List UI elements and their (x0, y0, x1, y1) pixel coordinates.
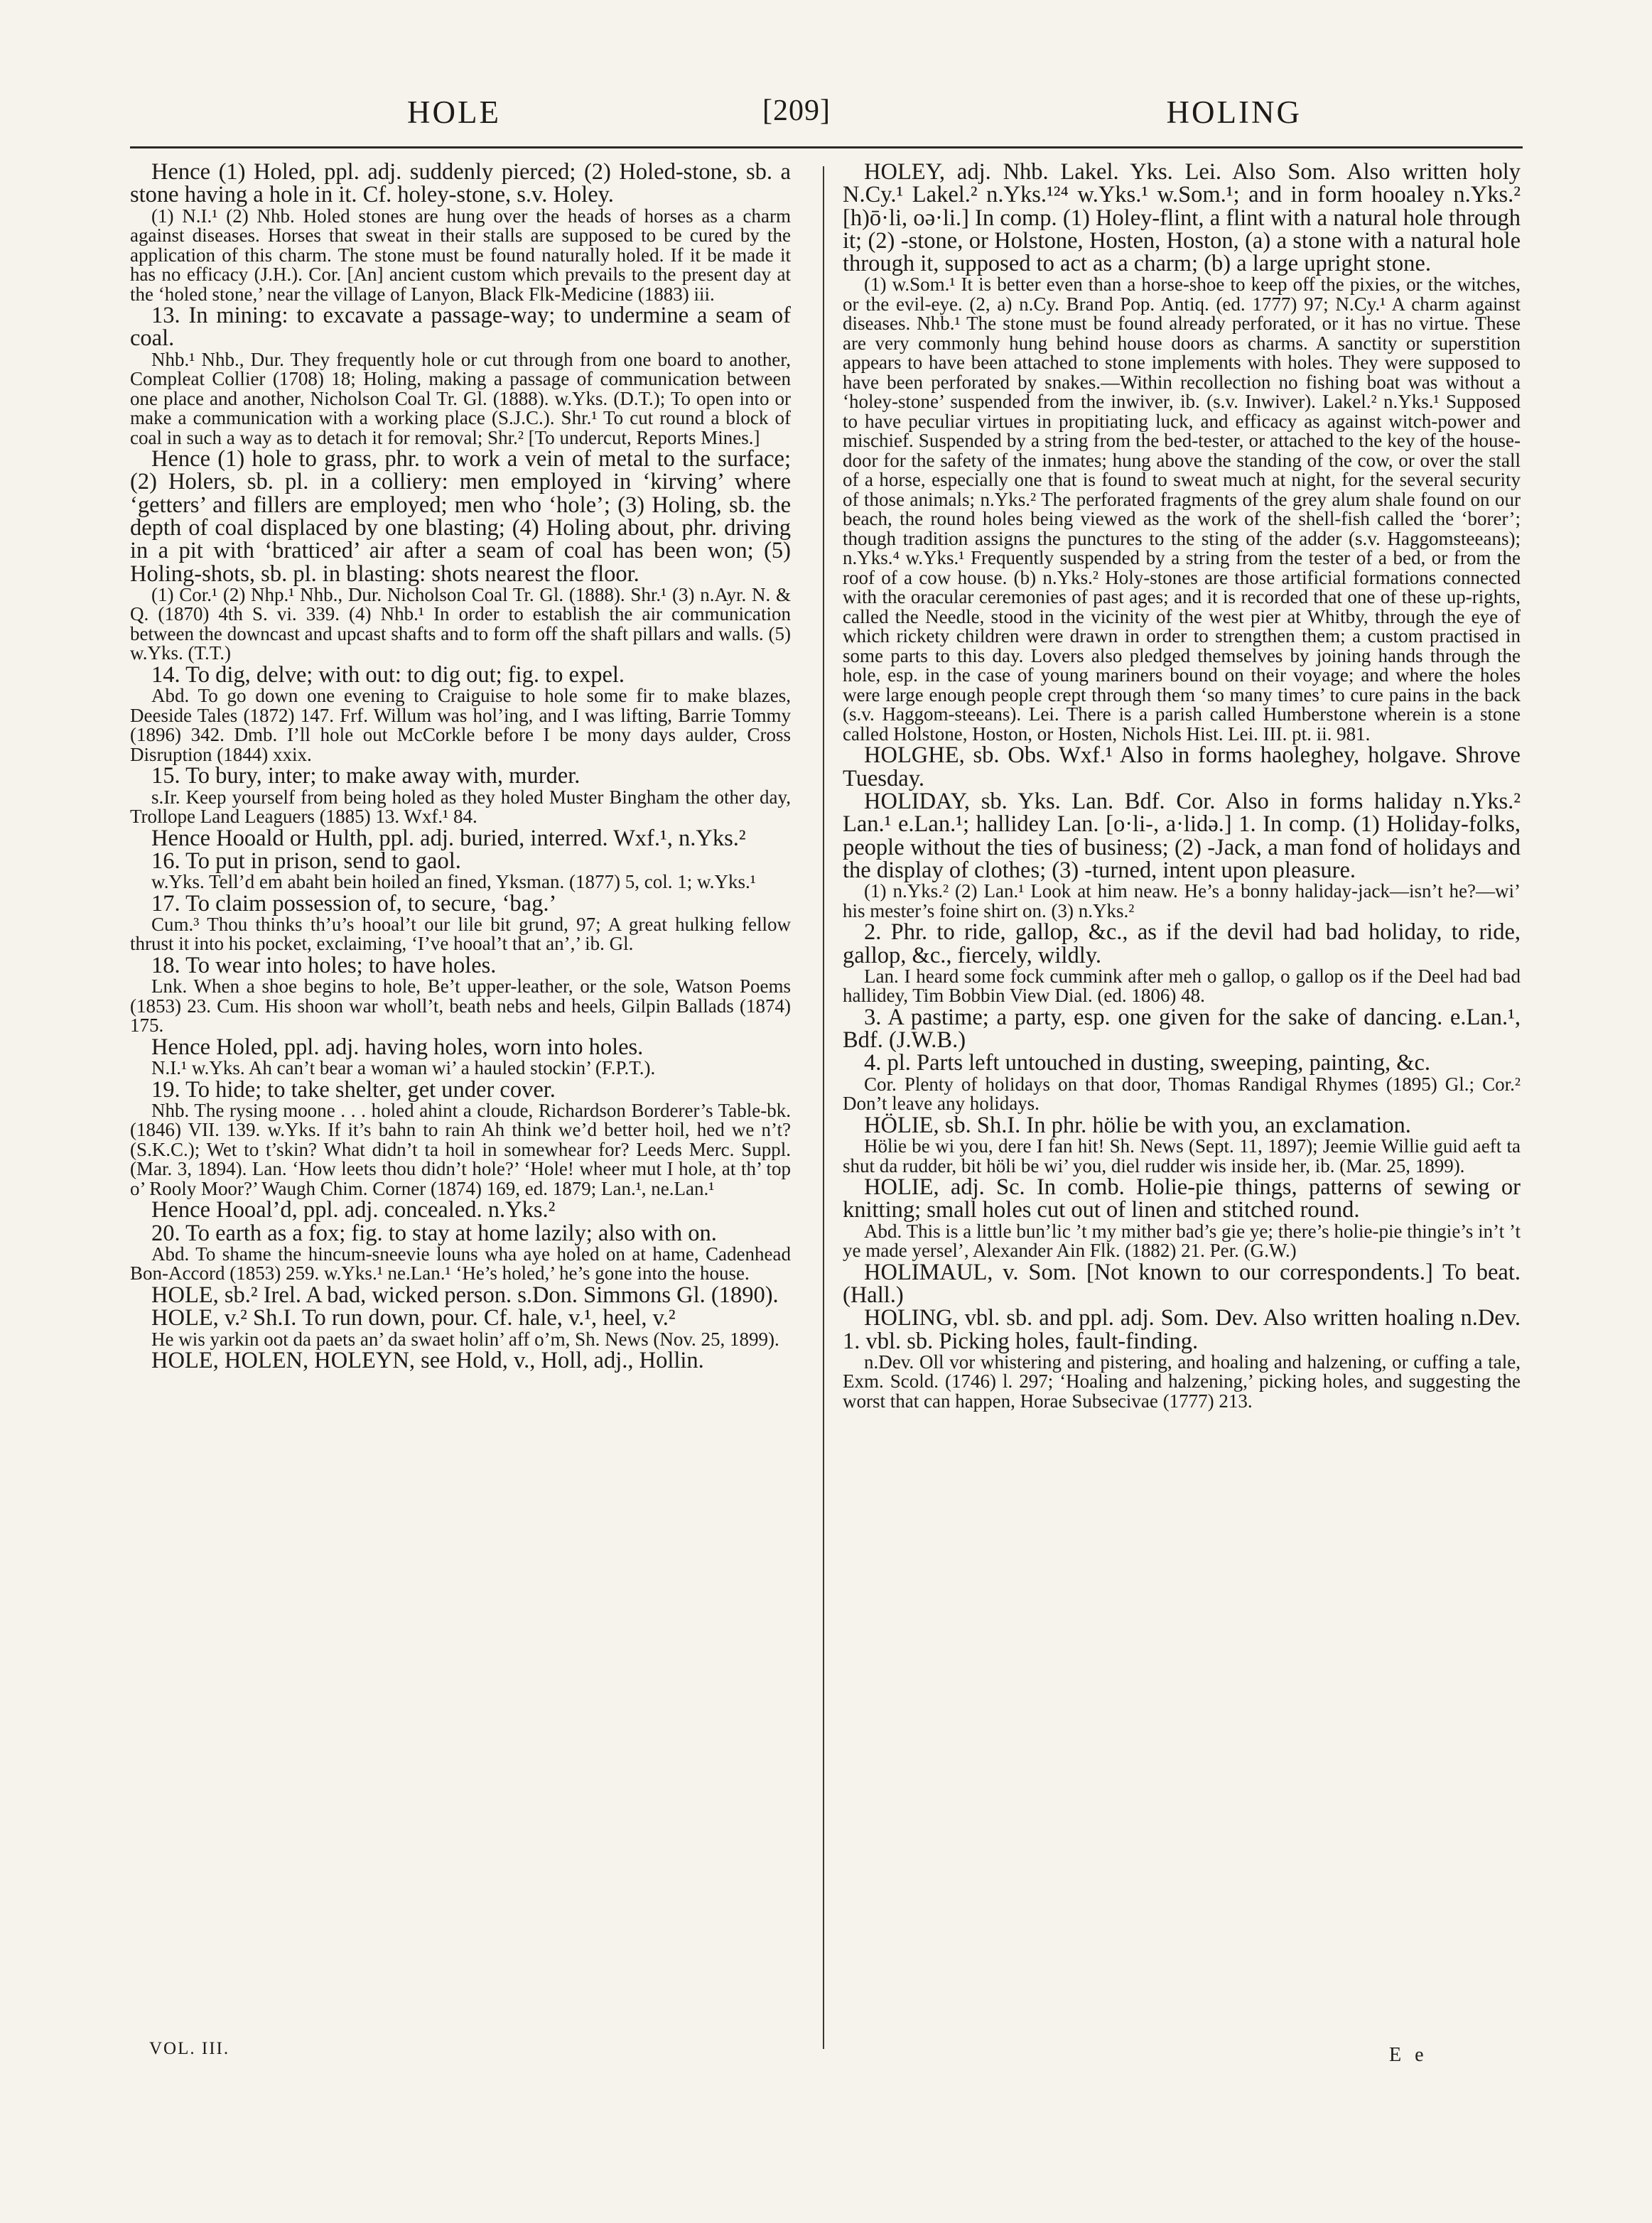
entry-paragraph: HOLE, sb.² Irel. A bad, wicked person. s.Don. Simmons Gl. (1890). (151, 1282, 779, 1308)
citation-block: (1) N.I.¹ (2) Nhb. Holed stones are hung over the heads of horses as a charm against diseases. Horses that sweat in their stalls are supposed to be cured by the application of this charm. The stone must be found naturally holed. If it be made it has no efficacy (J.H.). Cor. [An] ancient custom which prevails to the present day at the ‘holed stone,’ near the village of Lanyon, Black Flk-Medicine (1883) iii. (130, 205, 791, 305)
citation-block: s.Ir. Keep yourself from being holed as they holed Muster Bingham the other day, Trollope Land Leaguers (1885) 13. Wxf.¹ 84. (130, 786, 791, 828)
entry-paragraph: Hence (1) Holed, ppl. adj. suddenly pierced; (2) Holed-stone, sb. a stone having a hole in it. Cf. holey-stone, s.v. Holey. (130, 161, 791, 208)
entry-paragraph: 13. In mining: to excavate a passage-way; to undermine a seam of coal. (130, 303, 791, 352)
entry-paragraph: 16. To put in prison, send to gaol. (151, 848, 461, 874)
entry-paragraph: Hence Hooal’d, ppl. adj. concealed. n.Yks.² (151, 1197, 556, 1223)
header-rule (130, 146, 1523, 148)
entry-paragraph: 18. To wear into holes; to have holes. (151, 952, 497, 978)
entry-paragraph: HOLEY, adj. Nhb. Lakel. Yks. Lei. Also Som. Also written holy N.Cy.¹ Lakel.² n.Yks.¹²⁴ w.Yks.¹ w.Som.¹; and in form hooaley n.Yks.² [h)ō·li, oə·li.] In comp. (1) Holey-flint, a flint with a natural hole through it; (2) -stone, or Holstone, Hosten, Hoston, (a) a stone with a natural hole through it, supposed to act as a charm; (b) a large upright stone. (843, 161, 1521, 277)
left-column (130, 161, 791, 2180)
citation-block: Nhb.¹ Nhb., Dur. They frequently hole or cut through from one board to another, Compleat Collier (1708) 18; Holing, making a passage of communication between one place and another, Nicholson Coal Tr. Gl. (1888). w.Yks. (D.T.); To open into or make a communication with a working place (S.J.C.). Shr.¹ To cut round a block of coal in such a way as to detach it for removal; Shr.² [To undercut, Reports Mines.] (130, 348, 791, 448)
citation-block: Hölie be wi you, dere I fan hit! Sh. News (Sept. 11, 1897); Jeemie Willie guid aeft ta shut da rudder, bit höli be wi’ you, diel rudder wis inside her, ib. (Mar. 25, 1899). (843, 1135, 1521, 1177)
entry-paragraph: 15. To bury, inter; to make away with, murder. (151, 763, 581, 789)
entry-paragraph: 2. Phr. to ride, gallop, &c., as if the devil had bad holiday, to ride, gallop, &c., fiercely, wildly. (843, 919, 1521, 968)
column-divider (823, 166, 824, 2049)
entry-paragraph: Hence Holed, ppl. adj. having holes, worn into holes. (151, 1034, 644, 1060)
entry-paragraph: 4. pl. Parts left untouched in dusting, sweeping, painting, &c. (864, 1050, 1431, 1076)
entry-paragraph: HOLIE, adj. Sc. In comb. Holie-pie things, patterns of sewing or knitting; small holes cut out of linen and stitched round. (843, 1174, 1521, 1223)
signature-mark: E e (1389, 2044, 1428, 2066)
entry-paragraph: Hence Hooald or Hulth, ppl. adj. buried, interred. Wxf.¹, n.Yks.² (151, 825, 746, 851)
volume-label: VOL. III. (149, 2039, 230, 2058)
header-left-word: HOLE (407, 94, 501, 130)
entry-paragraph: 20. To earth as a fox; fig. to stay at home lazily; also with on. (151, 1220, 717, 1246)
entry-paragraph: HOLE, HOLEN, HOLEYN, see Hold, v., Holl, adj., Hollin. (151, 1348, 704, 1374)
citation-block: Lan. I heard some fock cummink after meh o gallop, o gallop os if the Deel had bad hallidey, Tim Bobbin View Dial. (ed. 1806) 48. (843, 965, 1521, 1007)
citation-block: N.I.¹ w.Yks. Ah can’t bear a woman wi’ a hauled stockin’ (F.P.T.). (151, 1057, 656, 1079)
citation-block: Abd. This is a little bun’lic ’t my mither bad’s gie ye; there’s holie-pie thingie’s in’t ’t ye made yersel’, Alexander Ain Flk. (1882) 21. Per. (G.W.) (843, 1220, 1521, 1262)
entry-paragraph: 19. To hide; to take shelter, get under cover. (151, 1076, 556, 1103)
citation-block: n.Dev. Oll vor whistering and pistering, and hoaling and halzening, or cuffing a tale, Exm. Scold. (1746) l. 297; ‘Hoaling and halzening,’ picking holes, and suggesting the worst that can happen, Horae Subsecivae (1777) 213. (843, 1351, 1521, 1412)
right-column (843, 161, 1521, 2180)
citation-block: He wis yarkin oot da paets an’ da swaet holin’ aff o’m, Sh. News (Nov. 25, 1899). (151, 1328, 779, 1350)
entry-paragraph: 17. To claim possession of, to secure, ‘bag.’ (151, 890, 557, 916)
entry-paragraph: HOLIDAY, sb. Yks. Lan. Bdf. Cor. Also in forms haliday n.Yks.² Lan.¹ e.Lan.¹; hallidey Lan. [o·li-, a·lidə.] 1. In comp. (1) Holiday-folks, people without the ties of business; (2) -Jack, a man fond of holidays and the display of clothes; (3) -turned, intent upon pleasure. (843, 789, 1521, 883)
entry-paragraph: Hence (1) hole to grass, phr. to work a vein of metal to the surface; (2) Holers, sb. pl. in a colliery: men employed in ‘kirving’ where ‘getters’ and fillers are employed; men who ‘hole’; (3) Holing, sb. the depth of coal displaced by one blasting; (4) Holing about, phr. driving in a pit with ‘bratticed’ air after a seam of coal has been won; (5) Holing-shots, sb. pl. in blasting: shots nearest the floor. (130, 446, 791, 587)
citation-block: Lnk. When a shoe begins to hole, Be’t upper-leather, or the sole, Watson Poems (1853) 23. Cum. His shoon war wholl’t, beath nebs and heels, Gilpin Ballads (1874) 175. (130, 975, 791, 1037)
entry-paragraph: HOLE, v.² Sh.I. To run down, pour. Cf. hale, v.¹, heel, v.² (151, 1305, 676, 1331)
entry-paragraph: HOLIMAUL, v. Som. [Not known to our correspondents.] To beat. (Hall.) (843, 1259, 1521, 1308)
citation-block: Nhb. The rysing moone . . . holed ahint a cloude, Richardson Borderer’s Table-bk. (1846) VII. 139. w.Yks. If it’s bahn to rain Ah think we’d better hoil, hed we n’t? (S.K.C.); Wet to t’skin? What didn’t ta hoil in somewhear for? Leeds Merc. Suppl. (Mar. 3, 1894). Lan. ‘How leets thou didn’t hole?’ ‘Hole! wheer mut I hole, at th’ top o’ Rooly Moor?’ Waugh Chim. Corner (1874) 169, ed. 1879; Lan.¹, ne.Lan.¹ (130, 1099, 791, 1199)
entry-paragraph: 14. To dig, delve; with out: to dig out; fig. to expel. (151, 661, 625, 688)
entry-paragraph: 3. A pastime; a party, esp. one given for the sake of dancing. e.Lan.¹, Bdf. (J.W.B.) (843, 1004, 1521, 1054)
entry-paragraph: HÖLIE, sb. Sh.I. In phr. hölie be with you, an exclamation. (864, 1112, 1411, 1138)
page-number: [209] (762, 94, 831, 127)
citation-block: (1) w.Som.¹ It is better even than a horse-shoe to keep off the pixies, or the witches, or the evil-eye. (2, a) n.Cy. Brand Pop. Antiq. (ed. 1777) 97; N.Cy.¹ A charm against diseases. Nhb.¹ The stone must be found already perforated, or it has no virtue. These are very commonly hung behind house doors as charms. A sanctity or superstition appears to have been attached to stone implements with holes. They were supposed to have been perforated by snakes.—Within recollection no fishing boat was without a ‘holey-stone’ suspended from the inwiver, ib. (s.v. Inwiver). Lakel.² n.Yks.¹ Supposed to have peculiar virtues in propitiating luck, and efficacy as against witch-power and mischief. Suspended by a string from the bed-tester, or attached to the key of the house-door for the safety of the inmates; hung above the standing of the cow, or over the stall of a horse, especially one that is found to sweat much at night, for the several security of those animals; n.Yks.² The perforated fragments of the grey alum shale found on our beach, the round holes being viewed as the work of the shell-fish called the ‘borer’; though tradition assigns the punctures to the sting of the adder (s.v. Haggomsteeans); n.Yks.⁴ w.Yks.¹ Frequently suspended by a string from the tester of a bed, or from the roof of a cow house. (b) n.Yks.² Holy-stones are those artificial formations connected with the oracular ceremonies of past ages; and it is recorded that one of these up-rights, called the Needle, stood in the vicinity of the west pier at Whitby, through the eye of which rickety children were drawn in order to strengthen them; a custom practised in some parts to this day. Lovers also pledged themselves by joining hands through the hole, esp. in the case of young mariners bound on their voyage; and where the holes were large enough people crept through them ‘so many times’ to cure pains in the back (s.v. Haggom-steeans). Lei. There is a parish called Humberstone wherein is a stone called Holstone, Hoston, or Hosten, Nichols Hist. Lei. III. pt. ii. 981. (843, 274, 1521, 745)
citation-block: Cum.³ Thou thinks th’u’s hooal’t our lile bit grund, 97; A great hulking fellow thrust it into his pocket, exclaiming, ‘I’ve hooal’t that an’,’ ib. Gl. (130, 913, 791, 955)
citation-block: Abd. To go down one evening to Craiguise to hole some fir to make blazes, Deeside Tales (1872) 147. Frf. Willum was hol’ing, and I was lifting, Barrie Tommy (1896) 342. Dmb. I’ll hole out McCorkle before I be mony days aulder, Cross Disruption (1844) xxix. (130, 685, 791, 765)
citation-block: Cor. Plenty of holidays on that door, Thomas Randigal Rhymes (1895) Gl.; Cor.² Don’t leave any holidays. (843, 1073, 1521, 1115)
entry-paragraph: HOLING, vbl. sb. and ppl. adj. Som. Dev. Also written hoaling n.Dev. 1. vbl. sb. Picking holes, fault-finding. (843, 1305, 1521, 1354)
citation-block: w.Yks. Tell’d em abaht bein hoiled an fined, Yksman. (1877) 5, col. 1; w.Yks.¹ (151, 871, 756, 893)
citation-block: Abd. To shame the hincum-sneevie louns wha aye holed on at hame, Cadenhead Bon-Accord (1853) 259. w.Yks.¹ ne.Lan.¹ ‘He’s holed,’ he’s gone into the house. (130, 1243, 791, 1284)
entry-paragraph: HOLGHE, sb. Obs. Wxf.¹ Also in forms haoleghey, holgave. Shrove Tuesday. (843, 742, 1521, 791)
header-right-word: HOLING (1166, 94, 1302, 130)
running-header (130, 94, 1522, 136)
citation-block: (1) n.Yks.² (2) Lan.¹ Look at him neaw. He’s a bonny haliday-jack—isn’t he?—wi’ his mester’s foine shirt on. (3) n.Yks.² (843, 880, 1521, 921)
citation-block: (1) Cor.¹ (2) Nhp.¹ Nhb., Dur. Nicholson Coal Tr. Gl. (1888). Shr.¹ (3) n.Ayr. N. & Q. (1870) 4th S. vi. 339. (4) Nhb.¹ In order to establish the air communication between the downcast and upcast shafts and to form off the shaft pillars and walls. (5) w.Yks. (T.T.) (130, 583, 791, 664)
